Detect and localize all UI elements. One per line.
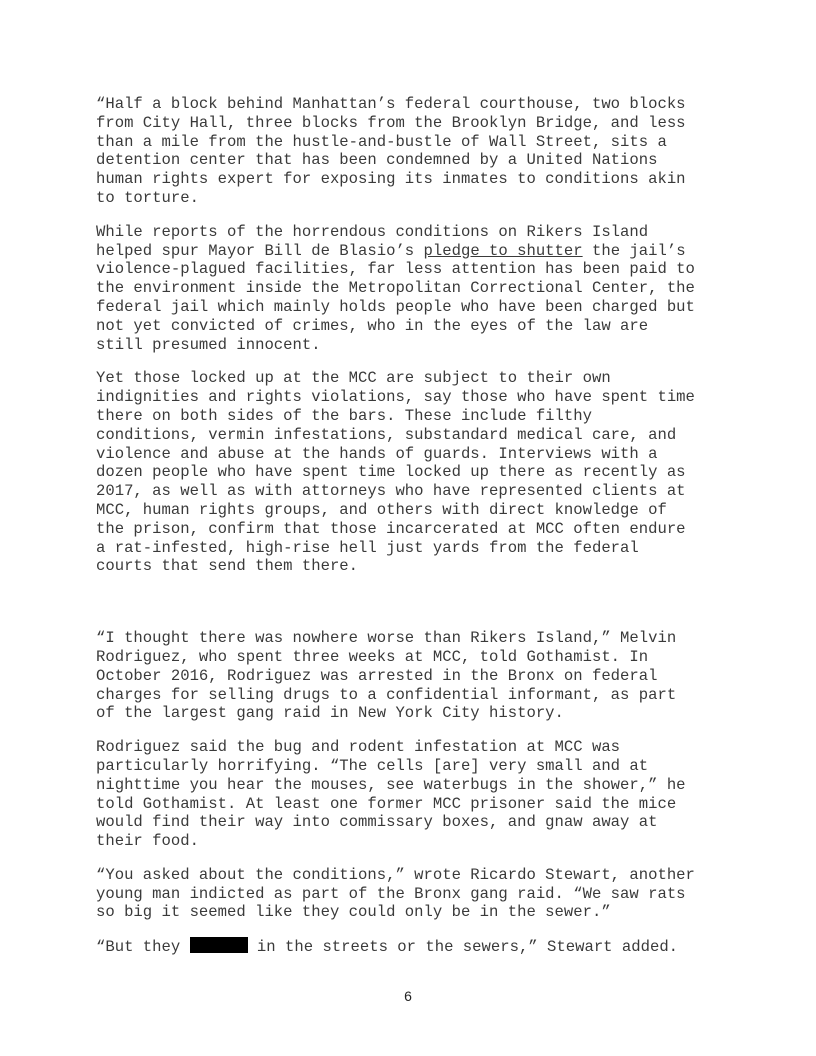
paragraph-6: “You asked about the conditions,” wrote Ricardo Stewart, another young man indicted as part of the Bronx gang raid. “We saw rats so big it seemed like they could only be in the sewer.” xyxy=(96,865,695,922)
paragraph-7-text-before: “But they xyxy=(96,938,190,957)
paragraph-2-text-before: While reports of the horrendous conditions on Rikers Island helped spur Mayor Bill de Blasio’s xyxy=(96,222,649,260)
paragraph-7-text-after: in the streets or the sewers,” Stewart added. xyxy=(247,938,679,957)
paragraph-7 xyxy=(96,937,726,957)
page-number: 6 xyxy=(404,988,412,1004)
paragraph-4: “I thought there was nowhere worse than Rikers Island,” Melvin Rodriguez, who spent three weeks at MCC, told Gothamist. In October 2016, Rodriguez was arrested in the Bronx on federal charges for selling drugs to a confidential informant, as part of the largest gang raid in New York City history. xyxy=(96,629,677,723)
pledge-to-shutter-link[interactable]: pledge to shutter xyxy=(423,241,583,260)
paragraph-3: Yet those locked up at the MCC are subject to their own indignities and rights violations, say those who have spent time there on both sides of the bars. These include filthy conditions, vermin infestations, substandard medical care, and violence and abuse at the hands of guards. Interviews with a dozen people who have spent time locked up there as recently as 2017, as well as with attorneys who have represented clients at MCC, human rights groups, and others with direct knowledge of the prison, confirm that those incarcerated at MCC often endure a rat-infested, high-rise hell just yards from the federal courts that send them there. xyxy=(96,369,695,576)
paragraph-5: Rodriguez said the bug and rodent infestation at MCC was particularly horrifying. “The cells [are] very small and at nighttime you hear the mouses, see waterbugs in the shower,” he told Gothamist. At least one former MCC prisoner said the mice would find their way into commissary boxes, and gnaw away at their food. xyxy=(96,738,686,851)
paragraph-2-text-after: the jail’s violence-plagued facilities, far less attention has been paid to the environment inside the Metropolitan Correctional Center, the federal jail which mainly holds people who have been charged but not yet convicted of crimes, who in the eyes of the law are still presumed innocent. xyxy=(96,241,695,354)
paragraph-1: “Half a block behind Manhattan’s federal courthouse, two blocks from City Hall, three blocks from the Brooklyn Bridge, and less than a mile from the hustle-and-bustle of Wall Street, sits a detention center that has been condemned by a United Nations human rights expert for exposing its inmates to conditions akin to torture. xyxy=(96,95,686,207)
document-body xyxy=(96,95,726,972)
paragraph-2 xyxy=(96,223,726,355)
section-gap xyxy=(96,591,726,629)
redaction-box xyxy=(190,937,248,953)
